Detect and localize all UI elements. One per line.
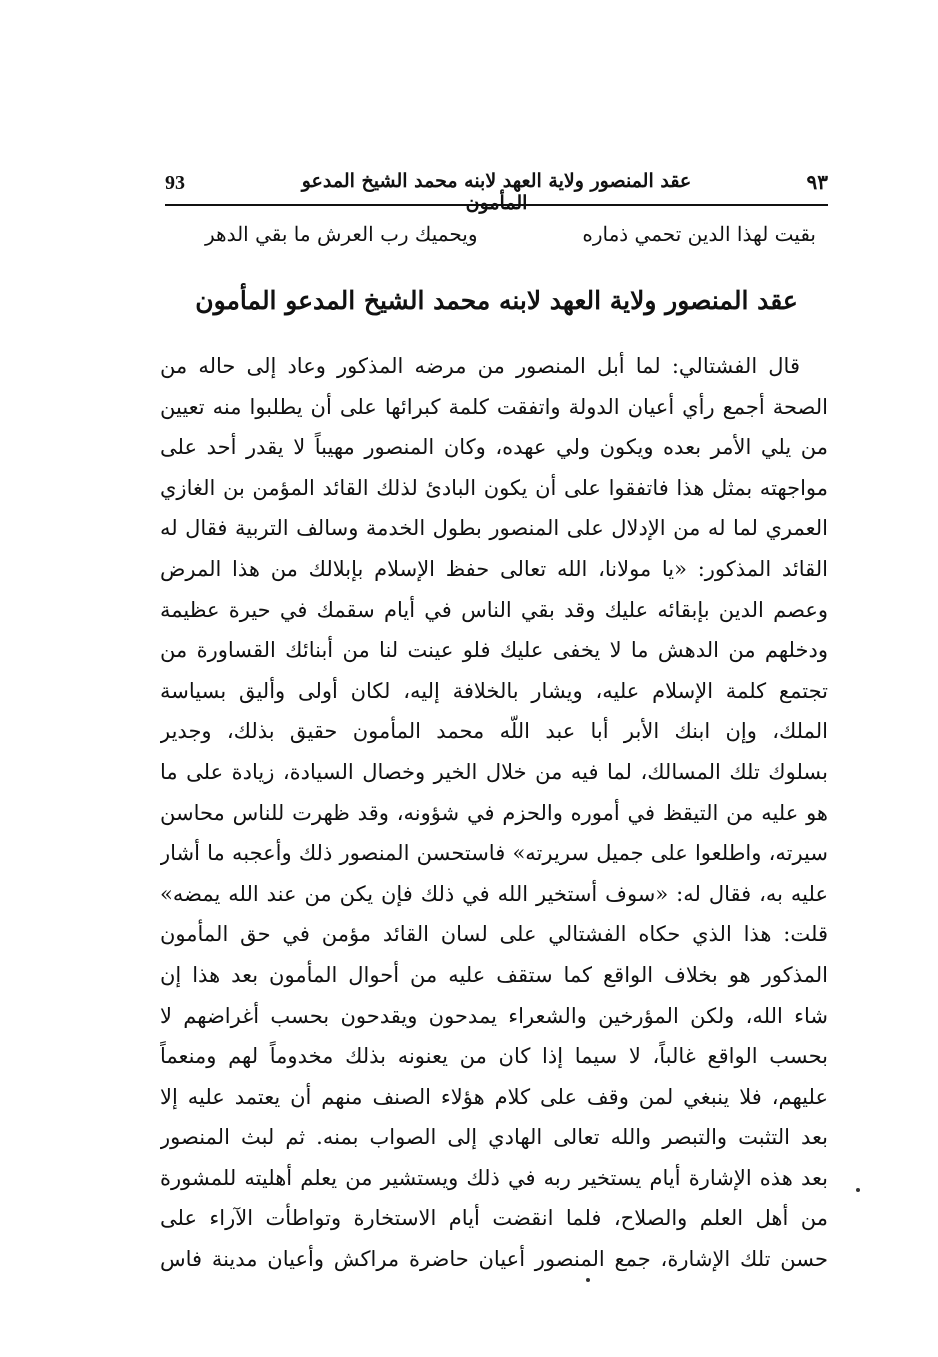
verse-second-hemistich: ويحميك رب العرش ما بقي الدهر bbox=[205, 222, 478, 246]
body-line: سيرته، واطلعوا على جميل سريرته» فاستحسن المنصور ذلك وأعجبه ما أشار bbox=[160, 841, 828, 866]
body-line: عليهم، فلا ينبغي لمن وقف على كلام هؤلاء الصنف منهم أن يعتمد عليه إلا bbox=[160, 1084, 828, 1109]
body-line: الملك، وإن ابنك الأبر أبا عبد اللّه محمد المأمون حقيق بذلك، وجدير bbox=[160, 719, 828, 744]
body-line: شاء الله، ولكن المؤرخين والشعراء يمدحون ويقدحون بحسب أغراضهم لا bbox=[160, 1003, 828, 1028]
scan-speck bbox=[586, 1278, 590, 1282]
body-line: بسلوك تلك المسالك، لما فيه من خلال الخير وخصال السيادة، زيادة على ما bbox=[160, 759, 828, 784]
body-line: ودخلهم من الدهش ما لا يخفى عليك فلو عينت لنا من أبنائك القساورة من bbox=[160, 638, 828, 663]
body-line: الصحة أجمع رأي أعيان الدولة واتفقت كلمة كبرائها على أن يطلبوا منه تعيين bbox=[160, 394, 828, 419]
body-line: من أهل العلم والصلاح، فلما انقضت أيام الاستخارة وتواطأت الآراء على bbox=[160, 1206, 828, 1231]
body-line: هو عليه من التيقظ في أموره والحزم في شؤونه، وقد ظهرت للناس محاسن bbox=[160, 800, 828, 825]
body-line: حسن تلك الإشارة، جمع المنصور أعيان حاضرة مراكش وأعيان مدينة فاس bbox=[160, 1247, 828, 1272]
header-rule bbox=[165, 204, 828, 206]
body-line: من يلي الأمر بعده ويكون ولي عهده، وكان المنصور مهيباً لا يقدر أحد على bbox=[160, 435, 828, 460]
body-line: قال الفشتالي: لما أبل المنصور من مرضه المذكور وعاد إلى حاله من bbox=[160, 354, 800, 378]
page-number-latin: 93 bbox=[165, 172, 185, 194]
body-line: القائد المذكور: «يا مولانا، الله تعالى حفظ الإسلام بإبلالك من هذا المرض bbox=[160, 556, 828, 581]
verse-first-hemistich: بقيت لهذا الدين تحمي ذماره bbox=[582, 222, 816, 246]
body-line: المذكور هو بخلاف الواقع كما ستقف عليه من أحوال المأمون بعد هذا إن bbox=[160, 962, 828, 987]
body-line: مواجهته بمثل هذا فاتفقوا على أن يكون البادئ لذلك القائد المؤمن بن الغازي bbox=[160, 475, 828, 500]
body-line: بعد هذه الإشارة أيام يستخير ربه في ذلك ويستشير من يعلم أهليته للمشورة bbox=[160, 1165, 828, 1190]
body-line: تجتمع كلمة الإسلام عليه، ويشار بالخلافة إليه، لكان أولى وأليق بسياسة bbox=[160, 678, 828, 703]
running-title: عقد المنصور ولاية العهد لابنه محمد الشيخ المدعو المأمون bbox=[301, 170, 692, 214]
body-line: وعصم الدين بإبقائه عليك وقد بقي الناس في أيام سقمك في حيرة عظيمة bbox=[160, 597, 828, 622]
body-line: قلت: هذا الذي حكاه الفشتالي على لسان القائد مؤمن في حق المأمون bbox=[160, 922, 828, 947]
body-text bbox=[160, 346, 828, 1280]
body-line: بحسب الواقع غالباً، لا سيما إذا كان من يعنونه بذلك مخدوماً لهم ومنعماً bbox=[160, 1044, 828, 1069]
body-line: عليه به، فقال له: «سوف أستخير الله في ذلك فإن يكن من عند الله يمضه» bbox=[160, 881, 828, 906]
scan-speck bbox=[856, 1188, 860, 1192]
body-line: بعد التثبت والتبصر والله تعالى الهادي إلى الصواب بمنه. ثم لبث المنصور bbox=[160, 1125, 828, 1150]
section-heading: عقد المنصور ولاية العهد لابنه محمد الشيخ المدعو المأمون bbox=[195, 286, 798, 315]
page-number-arabic: ٩٣ bbox=[806, 170, 828, 194]
running-header bbox=[165, 168, 828, 214]
body-line: العمري لما له من الإدلال على المنصور بطول الخدمة وسالف التربية فقال له bbox=[160, 516, 828, 541]
